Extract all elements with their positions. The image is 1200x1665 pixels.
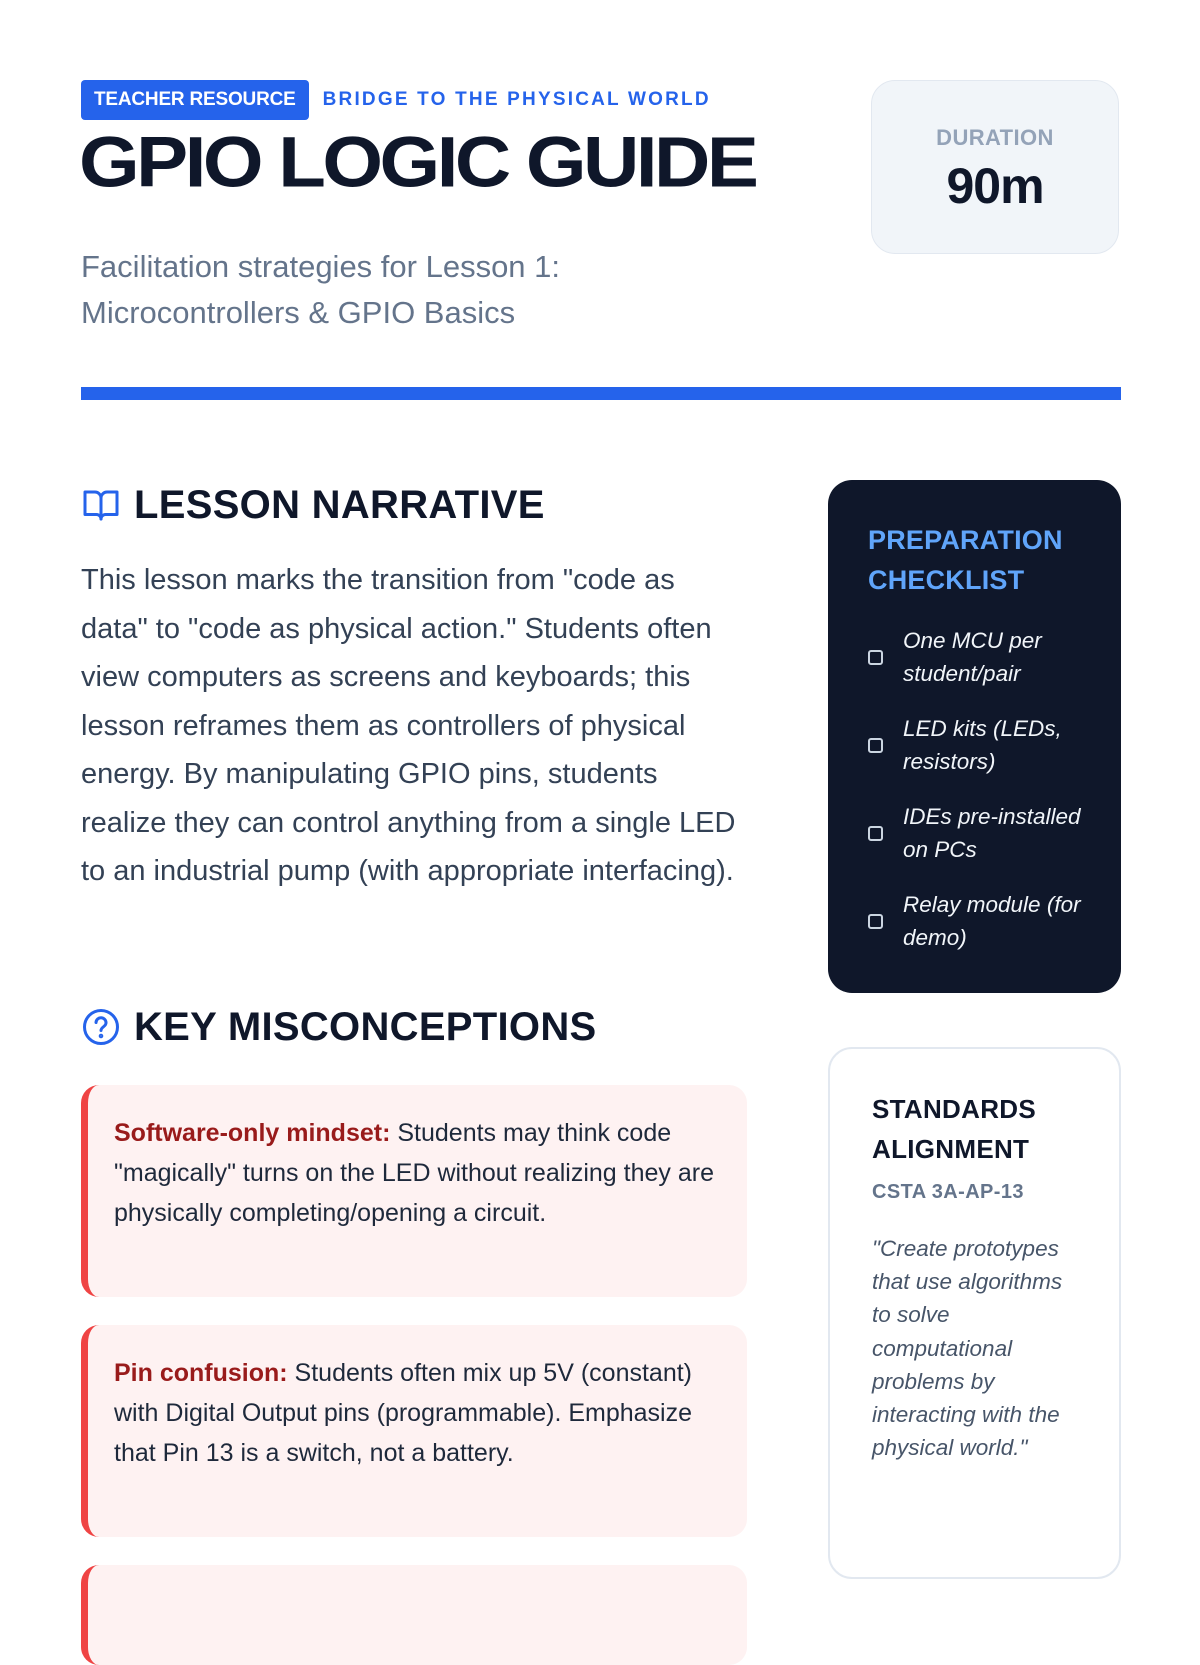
- checklist-item-label: Relay module (for demo): [903, 892, 1081, 950]
- teacher-guide-page: [81, 0, 1121, 1600]
- preparation-checklist: [828, 480, 1121, 993]
- misconception-card: [81, 1085, 747, 1297]
- misconception-text: Students may think code "magically" turns on the LED without realizing they are physically completing/opening a circuit.: [114, 1119, 714, 1227]
- guide-header: [81, 80, 1121, 400]
- teacher-resource-badge: TEACHER RESOURCE: [81, 80, 309, 120]
- misconception-lead: Pin confusion:: [114, 1359, 288, 1387]
- checklist-item-label: One MCU per student/pair: [903, 628, 1042, 686]
- checklist-item-label: LED kits (LEDs, resistors): [903, 716, 1062, 774]
- checklist-item[interactable]: [868, 888, 1091, 954]
- narrative-body: This lesson marks the transition from "code as data" to "code as physical action." Students often view computers as screens and keyboards; this lesson reframes them as controllers of physical energy. By manipulating GPIO pins, students realize they can control anything from a single LED to an industrial pump (with appropriate interfacing).: [81, 564, 736, 887]
- page-subtitle: [81, 244, 701, 336]
- book-open-icon: [81, 485, 121, 525]
- checkbox[interactable]: [868, 914, 883, 929]
- misconceptions-heading: [81, 1002, 747, 1052]
- checkbox[interactable]: [868, 826, 883, 841]
- duration-label: DURATION: [936, 125, 1054, 150]
- checklist-item[interactable]: [868, 800, 1091, 866]
- checklist-item-label: IDEs pre-installed on PCs: [903, 804, 1081, 862]
- checklist-item[interactable]: [868, 624, 1091, 690]
- standards-title: STANDARDS ALIGNMENT: [872, 1094, 1036, 1164]
- subtitle-line-1: Facilitation strategies for Lesson 1:: [81, 249, 561, 284]
- checkbox[interactable]: [868, 650, 883, 665]
- narrative-heading: [81, 480, 747, 530]
- checklist-items: [868, 624, 1091, 954]
- duration-card: [871, 80, 1119, 254]
- checklist-title: PREPARATION CHECKLIST: [868, 525, 1063, 595]
- standards-quote: "Create prototypes that use algorithms to solve computational problems by interacting with the physical world.": [872, 1236, 1063, 1461]
- duration-value: 90m: [946, 158, 1044, 214]
- header-kicker: BRIDGE TO THE PHYSICAL WORLD: [322, 89, 711, 110]
- header-divider: [81, 387, 1121, 400]
- narrative-title: LESSON NARRATIVE: [134, 482, 545, 527]
- misconception-lead: Software-only mindset:: [114, 1119, 391, 1147]
- help-circle-icon: [81, 1007, 121, 1047]
- checklist-item[interactable]: [868, 712, 1091, 778]
- misconception-card: [81, 1325, 747, 1537]
- page-title: GPIO LOGIC GUIDE: [79, 121, 756, 203]
- main-column: [81, 480, 747, 1467]
- misconception-text: Students often mix up 5V (constant) with Digital Output pins (programmable). Emphasize that Pin 13 is a switch, not a battery.: [114, 1359, 693, 1467]
- subtitle-line-2: Microcontrollers & GPIO Basics: [81, 295, 516, 330]
- standards-code: CSTA 3A-AP-13: [872, 1181, 1024, 1203]
- misconceptions-title: KEY MISCONCEPTIONS: [134, 1004, 597, 1049]
- standards-alignment-card: [828, 1047, 1121, 1579]
- checkbox[interactable]: [868, 738, 883, 753]
- misconception-card-partial: [81, 1565, 747, 1665]
- badge-row: [81, 80, 711, 120]
